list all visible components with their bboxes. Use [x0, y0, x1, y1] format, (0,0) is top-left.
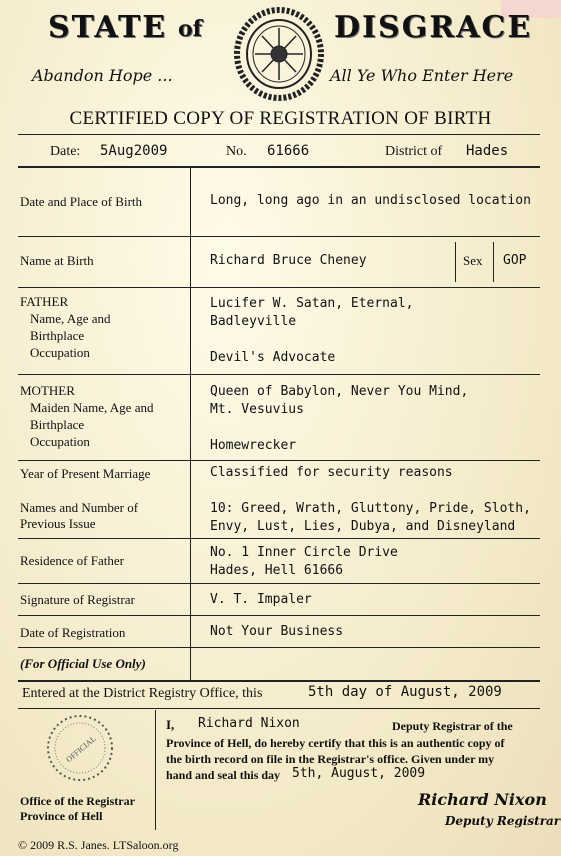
- reg-date-label: Date of Registration: [20, 625, 126, 640]
- mother-occupation: Homewrecker: [210, 438, 297, 453]
- row-divider: [18, 236, 540, 237]
- office-line-1: Office of the Registrar: [20, 794, 135, 808]
- marriage-label: Year of Present Marriage: [20, 466, 151, 481]
- certify-title: Deputy Registrar of the: [392, 719, 513, 733]
- district-label: District of: [385, 144, 443, 159]
- issue-line-1: 10: Greed, Wrath, Gluttony, Pride, Sloth,: [210, 501, 531, 516]
- certify-line-4: hand and seal this day: [166, 768, 281, 782]
- motto-right: All Ye Who Enter Here: [330, 66, 514, 85]
- title-disgrace: DISGRACE: [334, 10, 533, 45]
- birth-label: Date and Place of Birth: [20, 194, 143, 209]
- office-line-2: Province of Hell: [20, 809, 103, 823]
- father-name: Lucifer W. Satan, Eternal,: [210, 296, 414, 311]
- residence-line-2: Hades, Hell 61666: [210, 563, 344, 578]
- row-divider: [18, 615, 540, 616]
- registrar-stamp-icon: [44, 712, 116, 784]
- official-use-label: (For Official Use Only): [20, 656, 146, 671]
- father-label: FATHER: [20, 294, 69, 309]
- entered-date: 5th day of August, 2009: [308, 684, 502, 700]
- name-label: Name at Birth: [20, 253, 94, 268]
- mother-sublabel: Maiden Name, Age and: [30, 400, 154, 415]
- certify-date: 5th, August, 2009: [292, 766, 426, 781]
- marriage-value: Classified for security reasons: [210, 465, 453, 480]
- registrar-signature: Richard Nixon: [418, 790, 547, 809]
- date-label: Date:: [50, 144, 81, 159]
- signature-value: V. T. Impaler: [210, 592, 312, 607]
- row-divider: [18, 538, 540, 539]
- row-divider: [18, 583, 540, 584]
- motto-left: Abandon Hope ...: [32, 66, 173, 85]
- reg-date-value: Not Your Business: [210, 624, 344, 639]
- birth-value: Long, long ago in an undisclosed location: [210, 193, 531, 208]
- issue-label: Previous Issue: [20, 516, 96, 531]
- divider: [18, 166, 540, 168]
- row-divider: [18, 287, 540, 288]
- certify-line-3: the birth record on file in the Registrar's office. Given under my: [166, 752, 495, 766]
- mother-sublabel: Occupation: [30, 434, 90, 449]
- date-value: 5Aug2009: [100, 143, 168, 159]
- column-divider: [155, 710, 156, 830]
- no-label: No.: [226, 144, 247, 159]
- residence-label: Residence of Father: [20, 553, 124, 568]
- sex-label: Sex: [463, 253, 483, 268]
- residence-line-1: No. 1 Inner Circle Drive: [210, 545, 398, 560]
- stamp-text: OFFICIAL: [64, 734, 98, 765]
- issue-label: Names and Number of: [20, 500, 139, 515]
- issue-line-2: Envy, Lust, Lies, Dubya, and Disneyland: [210, 519, 516, 534]
- mother-sublabel: Birthplace: [30, 417, 85, 432]
- copyright: © 2009 R.S. Janes. LTSaloon.org: [18, 838, 179, 852]
- father-sublabel: Occupation: [30, 345, 90, 360]
- divider: [18, 708, 540, 709]
- district-value: Hades: [466, 143, 509, 159]
- father-birthplace: Badleyville: [210, 314, 297, 329]
- row-divider: [18, 680, 540, 682]
- row-divider: [18, 460, 540, 461]
- certify-line-2: Province of Hell, do hereby certify that this is an authentic copy of: [166, 736, 505, 750]
- entered-text: Entered at the District Registry Office, this: [22, 686, 263, 701]
- title-state: STATE: [48, 10, 168, 45]
- sex-divider: [493, 242, 494, 282]
- name-value: Richard Bruce Cheney: [210, 253, 367, 268]
- registrar-title: Deputy Registrar: [445, 814, 561, 828]
- document-title: CERTIFIED COPY OF REGISTRATION OF BIRTH: [69, 108, 492, 129]
- row-divider: [18, 374, 540, 375]
- column-divider: [190, 168, 191, 681]
- state-seal-emblem: [230, 4, 328, 104]
- certify-registrar-name: Richard Nixon: [198, 716, 300, 731]
- signature-label: Signature of Registrar: [20, 592, 135, 607]
- father-sublabel: Birthplace: [30, 328, 85, 343]
- sex-divider: [455, 242, 456, 282]
- mother-label: MOTHER: [20, 383, 75, 398]
- mother-birthplace: Mt. Vesuvius: [210, 402, 304, 417]
- mother-name: Queen of Babylon, Never You Mind,: [210, 384, 469, 399]
- divider: [18, 134, 540, 135]
- father-occupation: Devil's Advocate: [210, 350, 336, 365]
- title-of: of: [178, 16, 203, 42]
- no-value: 61666: [267, 143, 310, 159]
- row-divider: [18, 647, 540, 648]
- certify-i: I,: [166, 717, 175, 732]
- sex-value: GOP: [503, 253, 527, 268]
- father-sublabel: Name, Age and: [30, 311, 111, 326]
